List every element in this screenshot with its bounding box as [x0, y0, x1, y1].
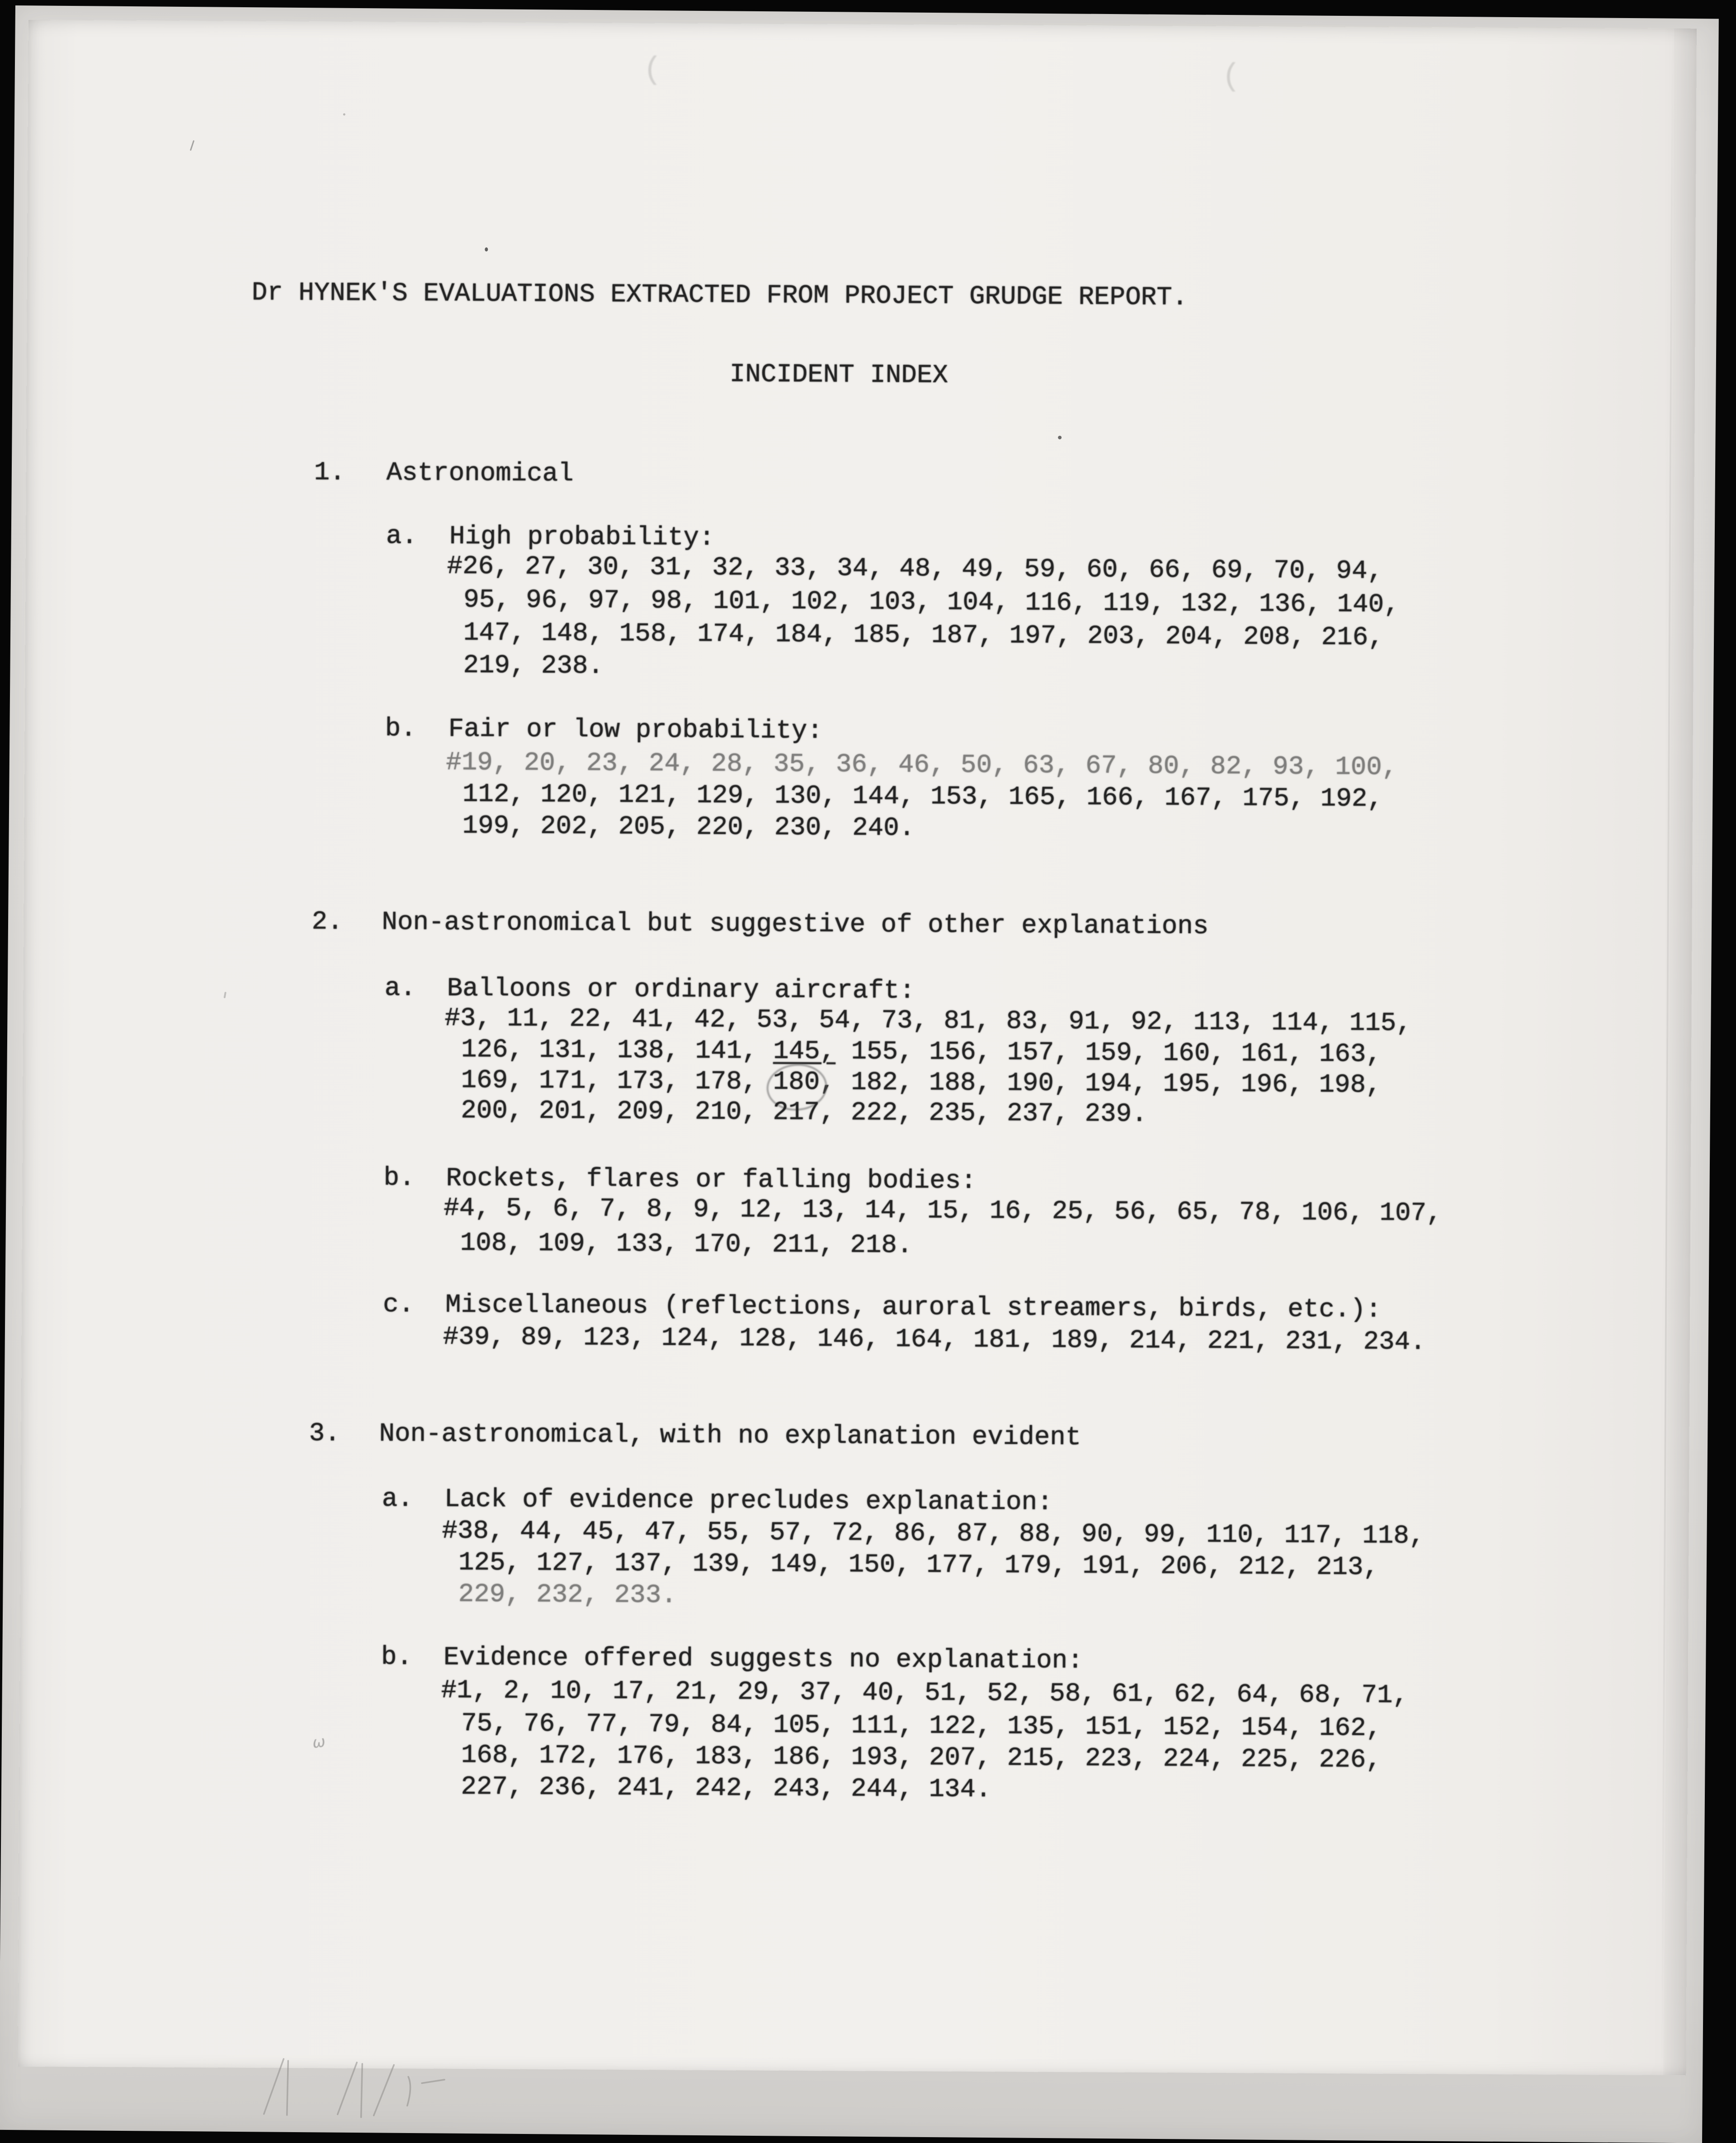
incident-list-line: 219, 238.	[463, 651, 604, 681]
incident-list-line: 200, 201, 209, 210, 217, 222, 235, 237, 239.	[461, 1096, 1147, 1129]
document-subtitle: INCIDENT INDEX	[729, 360, 948, 391]
subsection-heading: Evidence offered suggests no explanation:	[443, 1643, 1083, 1676]
subsection-heading: Balloons or ordinary aircraft:	[447, 974, 915, 1006]
incident-list-line: 168, 172, 176, 183, 186, 193, 207, 215, 223, 224, 225, 226,	[461, 1741, 1382, 1775]
subsection-letter: a.	[382, 1484, 414, 1514]
subsection-heading: Lack of evidence precludes explanation:	[444, 1484, 1053, 1517]
paper-speck	[1058, 436, 1061, 439]
ghost-mark: (	[1222, 59, 1241, 95]
subsection-letter: b.	[385, 714, 416, 744]
incident-list-line: #19, 20, 23, 24, 28, 35, 36, 46, 50, 63, 67, 80, 82, 93, 100,	[446, 748, 1398, 782]
incident-list-line: 147, 148, 158, 174, 184, 185, 187, 197, 203, 204, 208, 216,	[463, 618, 1384, 653]
incident-list-line: #38, 44, 45, 47, 55, 57, 72, 86, 87, 88, 90, 99, 110, 117, 118,	[442, 1516, 1425, 1551]
paper-speck	[485, 247, 488, 251]
line-segment: 126, 131, 138, 141,	[461, 1035, 774, 1066]
section-number: 3.	[309, 1419, 340, 1449]
subsection-heading: High probability:	[449, 522, 715, 553]
section-number: 2.	[311, 907, 343, 937]
subsection-heading: Fair or low probability:	[448, 714, 823, 746]
incident-list-line: #39, 89, 123, 124, 128, 146, 164, 181, 189, 214, 221, 231, 234.	[443, 1322, 1426, 1357]
underlined-incident: 145,	[773, 1036, 836, 1067]
incident-list-line: 75, 76, 77, 79, 84, 105, 111, 122, 135, 151, 152, 154, 162,	[461, 1709, 1382, 1743]
incident-list-line: 229, 232, 233.	[458, 1580, 677, 1611]
page-crease	[1661, 28, 1674, 2075]
subsection-letter: a.	[386, 522, 418, 551]
incident-list-line: 112, 120, 121, 129, 130, 144, 153, 165, 166, 167, 175, 192,	[462, 780, 1383, 814]
incident-list-line: 95, 96, 97, 98, 101, 102, 103, 104, 116, 119, 132, 136, 140,	[463, 585, 1400, 620]
section-heading: Astronomical	[386, 458, 574, 489]
section-heading: Non-astronomical but suggestive of other explanations	[382, 908, 1209, 942]
subsection-letter: c.	[382, 1290, 415, 1320]
page	[18, 20, 1697, 2075]
subsection-letter: b.	[383, 1163, 415, 1193]
incident-list-line: 227, 236, 241, 242, 243, 244, 134.	[461, 1772, 991, 1805]
incident-list-line: #26, 27, 30, 31, 32, 33, 34, 48, 49, 59, 60, 66, 69, 70, 94,	[447, 551, 1383, 586]
line-segment: 155, 156, 157, 159, 160, 161, 163,	[835, 1037, 1382, 1069]
document-title: Dr HYNEK'S EVALUATIONS EXTRACTED FROM PROJECT GRUDGE REPORT.	[251, 278, 1188, 313]
paper-speck	[223, 992, 226, 998]
subsection-heading: Miscellaneous (reflections, auroral streamers, birds, etc.):	[445, 1290, 1382, 1325]
circled-incident: 180	[773, 1067, 820, 1097]
line-segment: 169, 171, 173, 178,	[461, 1066, 774, 1097]
incident-list-line: 108, 109, 133, 170, 211, 218.	[460, 1229, 913, 1261]
incident-list-line: #4, 5, 6, 7, 8, 9, 12, 13, 14, 15, 16, 25, 56, 65, 78, 106, 107,	[443, 1193, 1442, 1229]
incident-list-line	[461, 1067, 1382, 1099]
incident-list-line	[461, 1036, 1382, 1069]
incident-list-line: #1, 2, 10, 17, 21, 29, 37, 40, 51, 52, 58, 61, 62, 64, 68, 71,	[441, 1676, 1409, 1711]
incident-list-line: #3, 11, 22, 41, 42, 53, 54, 73, 81, 83, 91, 92, 113, 114, 115,	[444, 1003, 1412, 1039]
pencil-squiggle: ω	[311, 1732, 327, 1752]
subsection-heading: Rockets, flares or falling bodies:	[446, 1163, 976, 1196]
section-heading: Non-astronomical, with no explanation evident	[379, 1419, 1081, 1453]
subsection-letter: b.	[381, 1643, 413, 1672]
incident-list-line: 125, 127, 137, 139, 149, 150, 177, 179, 191, 206, 212, 213,	[458, 1548, 1379, 1583]
subsection-letter: a.	[384, 974, 416, 1003]
paper-speck	[190, 140, 194, 151]
line-segment: , 182, 188, 190, 194, 195, 196, 198,	[820, 1068, 1382, 1100]
section-number: 1.	[314, 458, 345, 488]
paper-speck	[343, 113, 345, 116]
ghost-mark: (	[643, 52, 662, 89]
incident-list-line: 199, 202, 205, 220, 230, 240.	[462, 811, 915, 843]
